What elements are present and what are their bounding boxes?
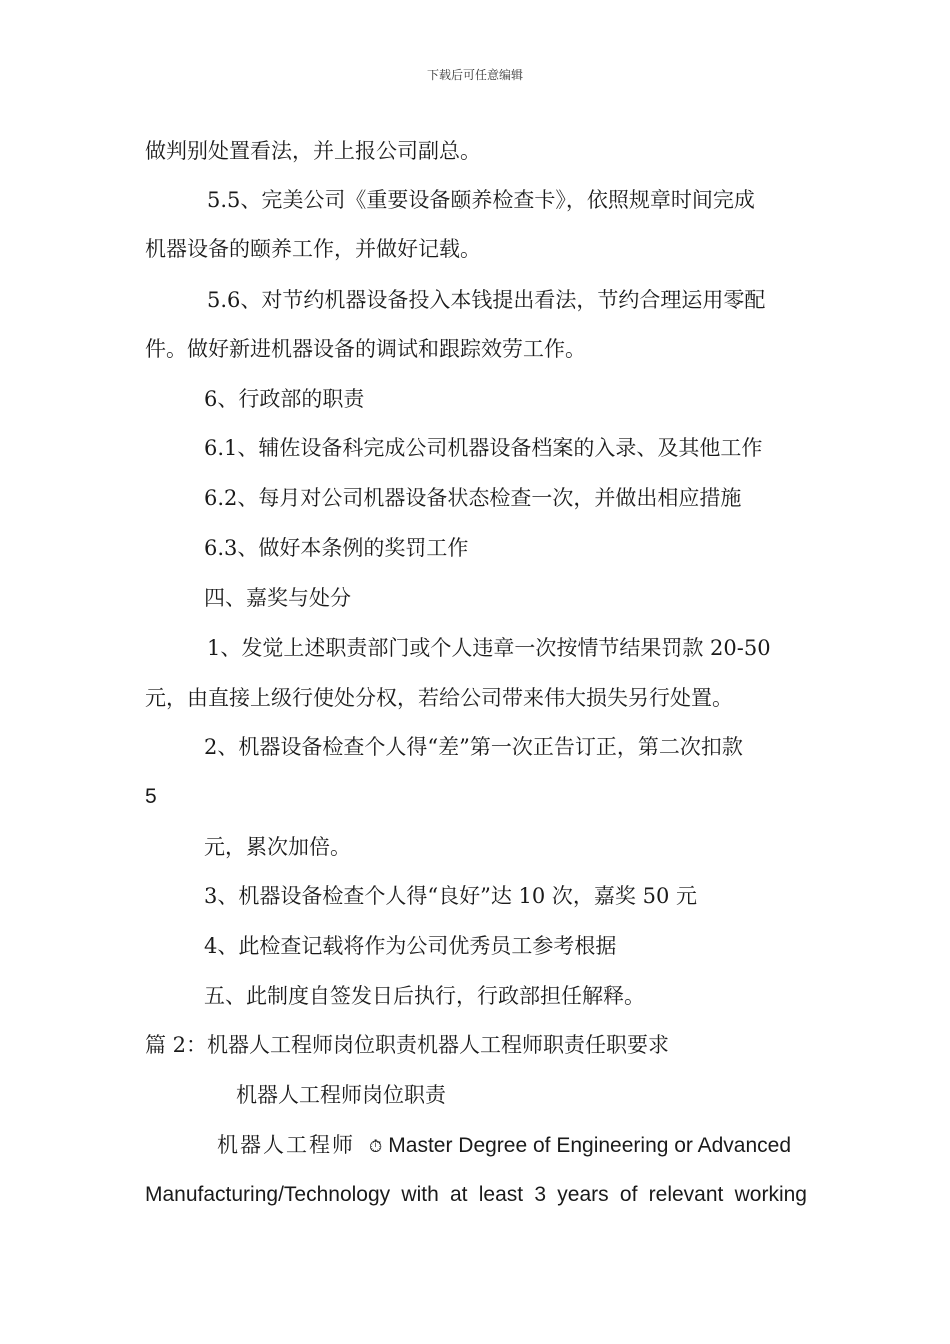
section-heading: 四、嘉奖与处分 (204, 586, 351, 610)
clock-icon: ⏱ (369, 1137, 383, 1157)
engineer-label: 机器人工程师 (217, 1133, 355, 1157)
paragraph-line: 机器设备的颐养工作，并做好记载。 (145, 237, 481, 261)
engineer-english: Master Degree of Engineering or Advanced (388, 1134, 792, 1157)
paragraph-line: 元，由直接上级行使处分权，若给公司带来伟大损失另行处置。 (145, 686, 733, 710)
paragraph-line: 5.5、完美公司《重要设备颐养检查卡》，依照规章时间完成 (207, 188, 755, 212)
paragraph-line: 件。做好新进机器设备的调试和跟踪效劳工作。 (145, 337, 586, 361)
paragraph-line: 1、发觉上述职责部门或个人违章一次按情节结果罚款 20-50 (207, 636, 771, 660)
paragraph-line: 6.3、做好本条例的奖罚工作 (204, 536, 469, 560)
paragraph-line: 5 (145, 785, 157, 808)
paragraph-line: 6.1、辅佐设备科完成公司机器设备档案的入录、及其他工作 (204, 436, 763, 460)
paragraph-line: 五、此制度自签发日后执行，行政部担任解释。 (204, 984, 645, 1008)
paragraph-line: 做判别处置看法，并上报公司副总。 (145, 139, 481, 163)
paragraph-line: 元，累次加倍。 (204, 835, 351, 859)
paragraph-line: 2、机器设备检查个人得“差”第一次正告订正，第二次扣款 (204, 735, 743, 759)
paragraph-line: 6.2、每月对公司机器设备状态检查一次，并做出相应措施 (204, 486, 742, 510)
paragraph-line: Manufacturing/Technology with at least 3 years of relevant working (145, 1183, 807, 1206)
sub-heading: 机器人工程师岗位职责 (236, 1083, 446, 1107)
paragraph-line: 4、此检查记载将作为公司优秀员工参考根据 (204, 934, 617, 958)
engineer-requirement-line (217, 1130, 791, 1162)
paragraph-line: 3、机器设备检查个人得“良好”达 10 次，嘉奖 50 元 (204, 884, 697, 908)
page-header: 下载后可任意编辑 (426, 68, 523, 82)
chapter-heading: 篇 2：机器人工程师岗位职责机器人工程师职责任职要求 (145, 1033, 670, 1057)
paragraph-line: 5.6、对节约机器设备投入本钱提出看法，节约合理运用零配 (207, 288, 766, 312)
section-heading: 6、行政部的职责 (204, 387, 365, 411)
